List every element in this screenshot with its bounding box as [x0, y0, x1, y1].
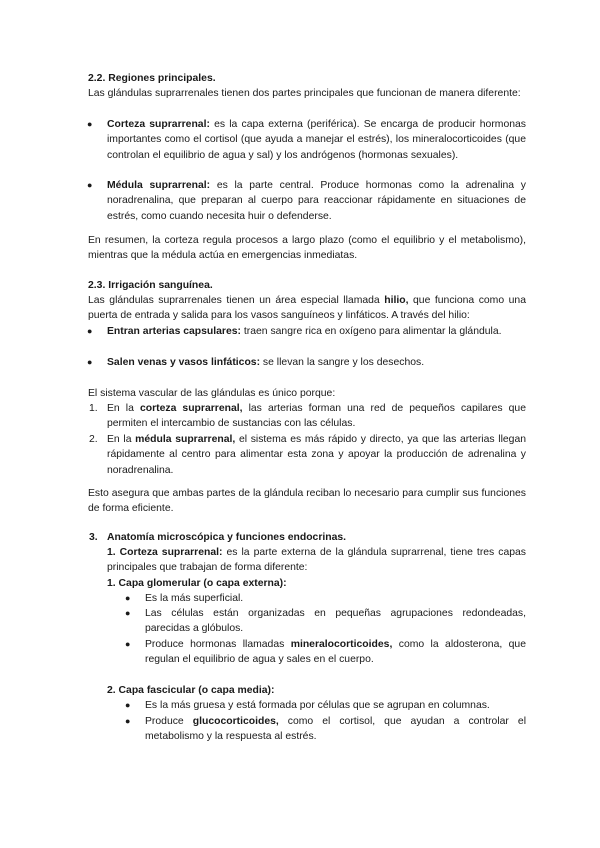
subheading-capa-glomerular: 1. Capa glomerular (o capa externa): — [107, 578, 287, 589]
paragraph-intro-2-2 — [88, 86, 526, 101]
paragraph-closing: Esto asegura que ambas partes de la glándula reciban lo necesario para cumplir sus funciones de forma eficiente. — [88, 488, 526, 515]
bullet-icon: ● — [125, 593, 131, 603]
bullet-icon: ● — [125, 608, 131, 618]
list-item-capa1-1: ● Es la más superficial. — [145, 591, 526, 606]
bullet-icon: ● — [87, 119, 93, 129]
list-item-capa1-2: ● Las células están organizadas en pequeñas agrupaciones redondeadas, parecidas a glóbulos. — [125, 608, 526, 635]
numbered-item-1: 1. En la corteza suprarrenal, las arterias forman una red de pequeños capilares que permiten el intercambio de sustancias con las células. — [89, 403, 526, 430]
list-item-capa2-2: ● Produce glucocorticoides, como el cortisol, que ayudan a controlar el metabolismo y la respuesta al estrés. — [125, 716, 526, 743]
section-heading-2-3: 2.3. Irrigación sanguínea. — [88, 280, 213, 291]
bullet-icon: ● — [125, 700, 131, 710]
list-item-capa1-3: ● Produce hormonas llamadas mineralocorticoides, como la aldosterona, que regulan el equilibrio de agua y sales en el cuerpo. — [125, 639, 526, 666]
section-heading-3: 3. Anatomía microscópica y funciones endocrinas. — [107, 530, 526, 545]
subheading-capa-fascicular: 2. Capa fascicular (o capa media): — [107, 685, 275, 696]
list-item-medula: ● Médula suprarrenal: es la parte central. Produce hormonas como la adrenalina y noradrenalina, que preparan al cuerpo para reaccionar rápidamente en situaciones de estrés, como cuando necesita huir o defenderse. — [87, 180, 526, 222]
section-heading-2-2: 2.2. Regiones principales. — [88, 73, 216, 84]
numbered-item-2: 2. En la médula suprarrenal, el sistema es más rápido y directo, ya que las arterias llegan rápidamente al centro para alimentar esta zona y apoyar la producción de adrenalina y noradrenalina. — [89, 434, 527, 476]
paragraph-vascular-intro: El sistema vascular de las glándulas es único porque: — [88, 388, 336, 399]
bullet-icon: ● — [87, 357, 93, 367]
bullet-icon: ● — [87, 180, 93, 190]
intro-text: Las glándulas suprarrenales tienen dos partes principales que funcionan de manera diferente: — [88, 88, 521, 99]
list-item-capa2-1: ● Es la más gruesa y está formada por células que se agrupan en columnas. — [145, 698, 526, 713]
bullet-icon: ● — [125, 716, 131, 726]
list-item-arterias: ● Entran arterias capsulares: traen sangre rica en oxígeno para alimentar la glándula. — [107, 324, 526, 339]
list-number: 3. — [89, 532, 98, 543]
bullet-icon: ● — [125, 639, 131, 649]
list-item-corteza: ● Corteza suprarrenal: es la capa externa (periférica). Se encarga de producir hormonas importantes como el cortisol (que ayuda a manejar el estrés), los mineralocorticoides (que controlan el equilibrio de agua y sal) y los andrógenos (hormonas sexuales). — [87, 119, 526, 161]
list-item-venas: ● Salen venas y vasos linfáticos: se llevan la sangre y los desechos. — [107, 355, 526, 370]
paragraph-intro-2-3: Las glándulas suprarrenales tienen un área especial llamada hilio, que funciona como una puerta de entrada y salida para los vasos sanguíneos y linfáticos. A través del hilio: — [88, 295, 526, 322]
paragraph-corteza-intro: 1. Corteza suprarrenal: es la parte externa de la glándula suprarrenal, tiene tres capas principales que trabajan de forma diferente: — [107, 547, 526, 574]
bullet-icon: ● — [87, 326, 93, 336]
list-number: 2. — [89, 434, 98, 445]
paragraph-summary: En resumen, la corteza regula procesos a largo plazo (como el equilibrio y el metabolismo), mientras que la médula actúa en emergencias inmediatas. — [88, 235, 526, 262]
list-number: 1. — [89, 403, 98, 414]
